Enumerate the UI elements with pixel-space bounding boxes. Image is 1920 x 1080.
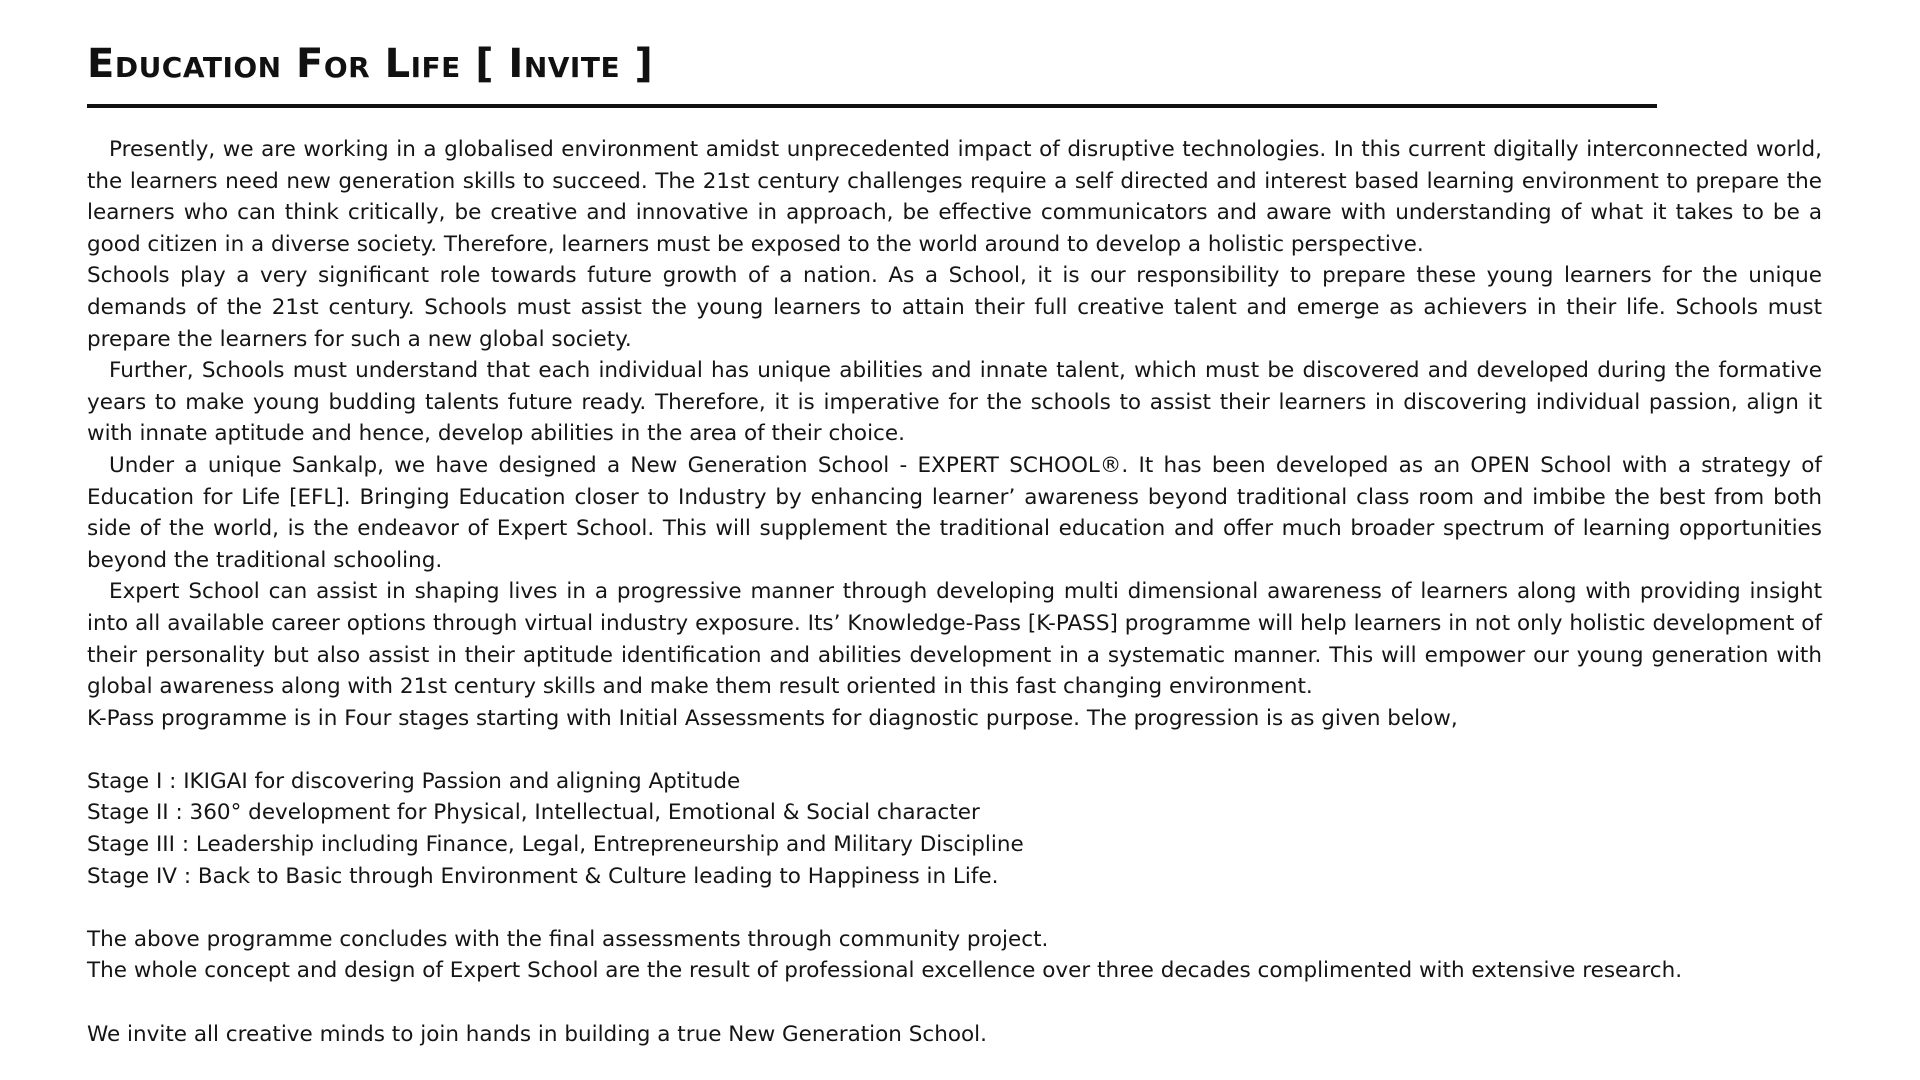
document-body: [87, 134, 1822, 1050]
paragraph-intro: Presently, we are working in a globalised environment amidst unprecedented impact of disruptive technologies. In this current digitally interconnected world, the learners need new generation skills to succeed. The 21st century challenges require a self directed and interest based learning environment to prepare the learners who can think critically, be creative and innovative in approach, be effective communicators and aware with understanding of what it takes to be a good citizen in a diverse society. Therefore, learners must be exposed to the world around to develop a holistic perspective.: [87, 137, 1822, 257]
stage-item: Stage II : 360° development for Physical, Intellectual, Emotional & Social character: [87, 800, 980, 826]
page-title: Education For Life [ Invite ]: [87, 41, 654, 87]
paragraph-k-pass: Expert School can assist in shaping lives in a progressive manner through developing multi dimensional awareness of learners along with providing insight into all available career options through virtual industry exposure. Its’ Knowledge-Pass [K-PASS] programme will help learners in not only holistic development of their personality but also assist in their aptitude identification and abilities development in a systematic manner. This will empower our young generation with global awareness along with 21st century skills and make them result oriented in this fast changing environment.: [87, 579, 1822, 700]
paragraph-schools-role: Schools play a very significant role towards future growth of a nation. As a School, it is our responsibility to prepare these young learners for the unique demands of the 21st century. Schools must assist the young learners to attain their full creative talent and emerge as achievers in their life. Schools must prepare the learners for such a new global society.: [87, 263, 1822, 352]
stage-item: Stage III : Leadership including Finance, Legal, Entrepreneurship and Military Discipline: [87, 832, 1024, 858]
document-page: [87, 38, 1822, 1050]
conclusion-line: The above programme concludes with the final assessments through community project.: [87, 926, 1049, 952]
closing-invite: We invite all creative minds to join hands in building a true New Generation School.: [87, 1021, 987, 1047]
spacer: [87, 734, 1822, 766]
stages-list: [87, 766, 1822, 892]
paragraph-stages-intro: K-Pass programme is in Four stages starting with Initial Assessments for diagnostic purpose. The progression is as given below,: [87, 705, 1458, 731]
paragraph-expert-school: Under a unique Sankalp, we have designed a New Generation School - EXPERT SCHOOL®. It has been developed as an OPEN School with a strategy of Education for Life [EFL]. Bringing Education closer to Industry by enhancing learner’ awareness beyond traditional class room and imbibe the best from both side of the world, is the endeavor of Expert School. This will supplement the traditional education and offer much broader spectrum of learning opportunities beyond the traditional schooling.: [87, 452, 1822, 573]
spacer: [87, 892, 1822, 924]
stage-item: Stage I : IKIGAI for discovering Passion and aligning Aptitude: [87, 768, 741, 794]
spacer: [87, 987, 1822, 1019]
stage-item: Stage IV : Back to Basic through Environment & Culture leading to Happiness in Life.: [87, 863, 999, 889]
paragraph-individual-abilities: Further, Schools must understand that each individual has unique abilities and innate talent, which must be discovered and developed during the formative years to make young budding talents future ready. Therefore, it is imperative for the schools to assist their learners in discovering individual passion, align it with innate aptitude and hence, develop abilities in the area of their choice.: [87, 358, 1822, 447]
conclusion-line: The whole concept and design of Expert School are the result of professional excellence over three decades complimented with extensive research.: [87, 958, 1683, 984]
title-divider: [87, 104, 1657, 108]
